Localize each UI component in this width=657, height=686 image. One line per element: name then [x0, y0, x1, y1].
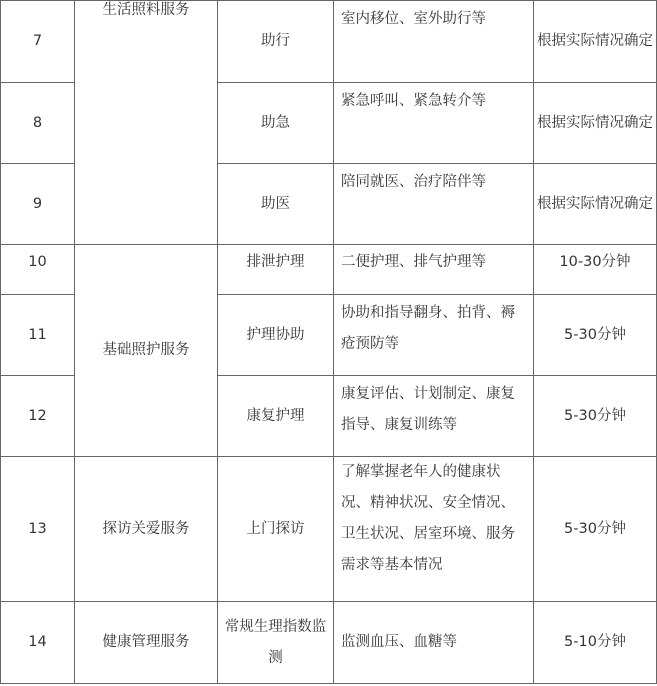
row-number: 12: [1, 376, 75, 457]
category-cell: 生活照料服务: [75, 1, 218, 245]
category-cell: 健康管理服务: [75, 602, 218, 684]
service-content: 二便护理、排气护理等: [334, 245, 534, 295]
service-duration: 根据实际情况确定: [534, 1, 657, 83]
service-content: 康复评估、计划制定、康复指导、康复训练等: [334, 376, 534, 457]
service-item: 康复护理: [218, 376, 334, 457]
service-content: 陪同就医、治疗陪伴等: [334, 164, 534, 245]
service-item: 助医: [218, 164, 334, 245]
service-content: 紧急呼叫、紧急转介等: [334, 83, 534, 164]
table-row: [1, 457, 657, 602]
table-row: [1, 1, 657, 83]
service-duration: 5-10分钟: [534, 602, 657, 684]
service-item: 护理协助: [218, 295, 334, 376]
service-content: 室内移位、室外助行等: [334, 1, 534, 83]
service-content: 了解掌握老年人的健康状况、精神状况、安全情况、卫生状况、居室环境、服务需求等基本情况: [334, 457, 534, 602]
category-cell: 基础照护服务: [75, 245, 218, 457]
service-duration: 根据实际情况确定: [534, 164, 657, 245]
service-item: 助急: [218, 83, 334, 164]
service-duration: 5-30分钟: [534, 295, 657, 376]
row-number: 13: [1, 457, 75, 602]
service-content: 协助和指导翻身、拍背、褥疮预防等: [334, 295, 534, 376]
service-duration: 根据实际情况确定: [534, 83, 657, 164]
category-cell: 探访关爱服务: [75, 457, 218, 602]
service-item: 排泄护理: [218, 245, 334, 295]
service-item: 常规生理指数监测: [218, 602, 334, 684]
row-number: 10: [1, 245, 75, 295]
service-item: 上门探访: [218, 457, 334, 602]
service-duration: 5-30分钟: [534, 376, 657, 457]
row-number: 14: [1, 602, 75, 684]
service-duration: 5-30分钟: [534, 457, 657, 602]
service-item: 助行: [218, 1, 334, 83]
service-duration: 10-30分钟: [534, 245, 657, 295]
row-number: 7: [1, 1, 75, 83]
row-number: 11: [1, 295, 75, 376]
table-row: [1, 245, 657, 295]
row-number: 9: [1, 164, 75, 245]
table-row: [1, 602, 657, 684]
row-number: 8: [1, 83, 75, 164]
service-content: 监测血压、血糖等: [334, 602, 534, 684]
